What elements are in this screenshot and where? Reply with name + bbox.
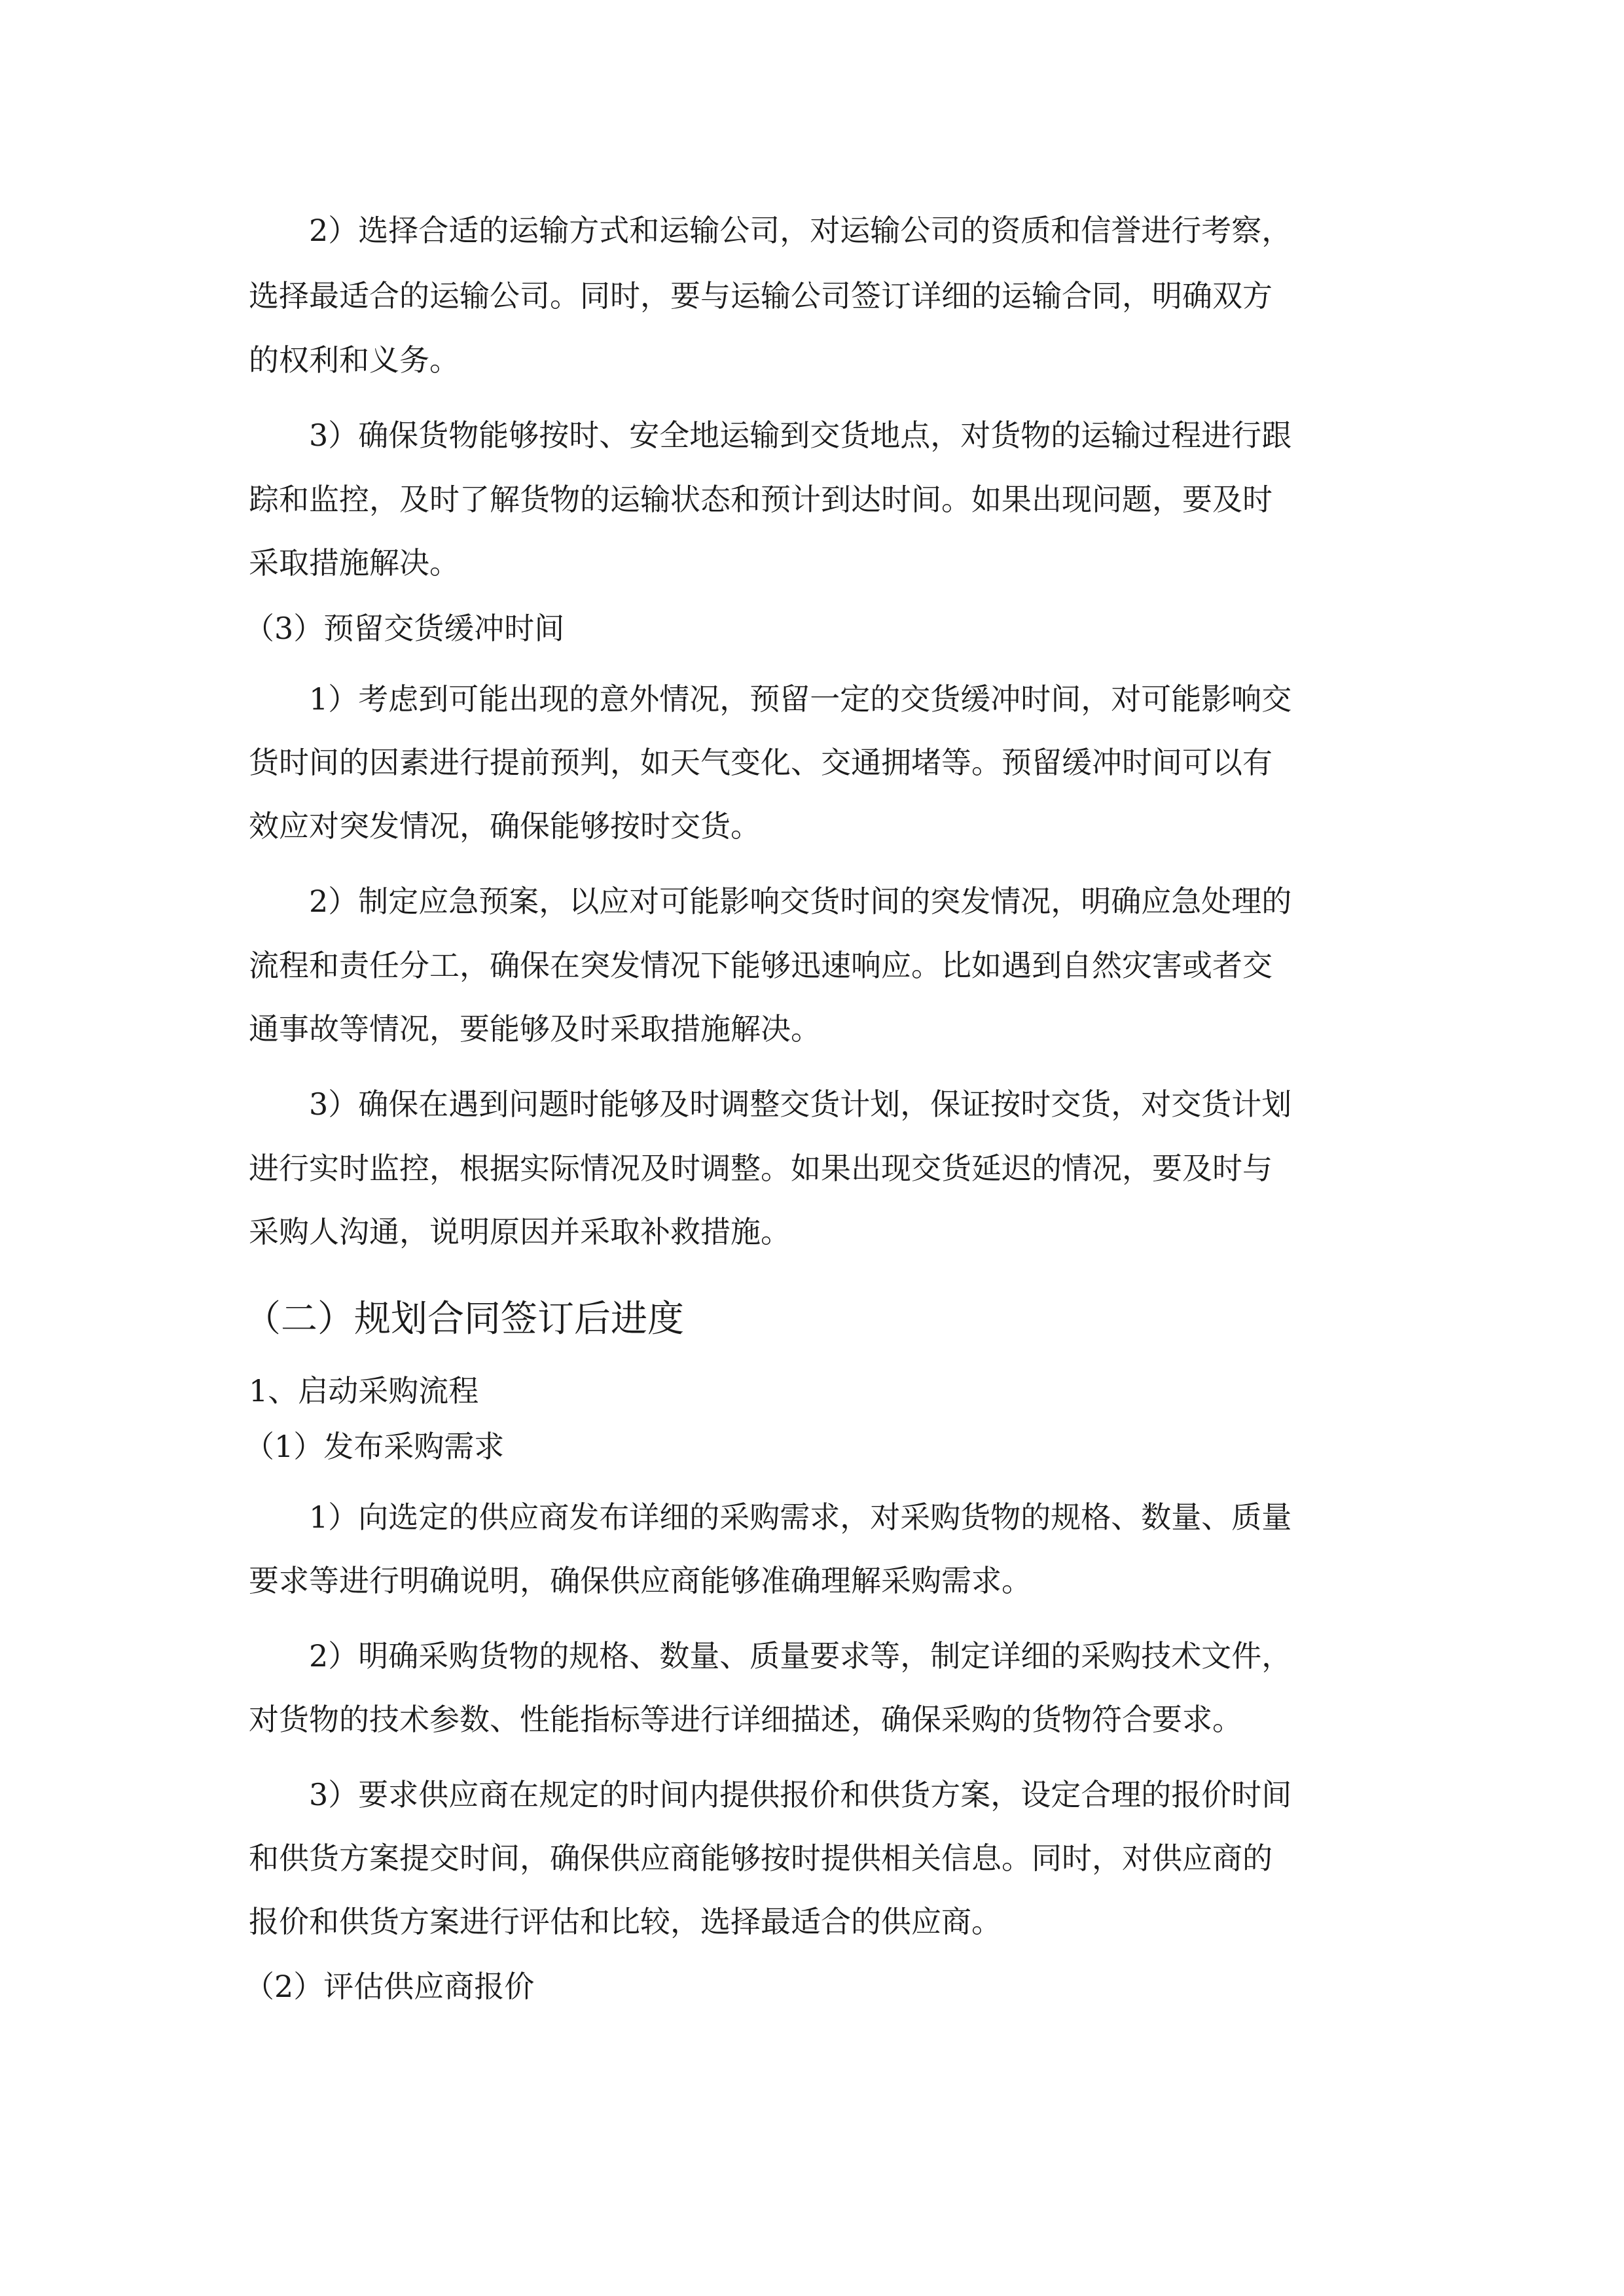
paragraph-line: 货时间的因素进行提前预判，如天气变化、交通拥堵等。预留缓冲时间可以有: [249, 745, 1272, 780]
paragraph-line: 流程和责任分工，确保在突发情况下能够迅速响应。比如遇到自然灾害或者交: [249, 948, 1272, 983]
paragraph-line: 踪和监控，及时了解货物的运输状态和预计到达时间。如果出现问题，要及时: [249, 482, 1272, 517]
paragraph-line: 对货物的技术参数、性能指标等进行详细描述，确保采购的货物符合要求。: [249, 1702, 1242, 1737]
subheading: （2）评估供应商报价: [244, 1969, 535, 2004]
paragraph-line: 2）选择合适的运输方式和运输公司，对运输公司的资质和信誉进行考察，: [249, 213, 1292, 248]
paragraph-line: 3）确保在遇到问题时能够及时调整交货计划，保证按时交货，对交货计划: [249, 1086, 1292, 1122]
paragraph-line: 1）考虑到可能出现的意外情况，预留一定的交货缓冲时间，对可能影响交: [249, 681, 1292, 717]
paragraph-line: 通事故等情况，要能够及时采取措施解决。: [249, 1011, 821, 1047]
paragraph-line: 采购人沟通，说明原因并采取补救措施。: [249, 1214, 791, 1249]
paragraph-line: 效应对突发情况，确保能够按时交货。: [249, 808, 761, 844]
paragraph-line: 2）明确采购货物的规格、数量、质量要求等，制定详细的采购技术文件，: [249, 1638, 1292, 1674]
paragraph-line: 报价和供货方案进行评估和比较，选择最适合的供应商。: [249, 1904, 1001, 1939]
paragraph-line: 3）要求供应商在规定的时间内提供报价和供货方案，设定合理的报价时间: [249, 1777, 1292, 1812]
paragraph-line: 的权利和义务。: [249, 342, 460, 378]
paragraph-line: 要求等进行明确说明，确保供应商能够准确理解采购需求。: [249, 1563, 1032, 1598]
paragraph-line: 1）向选定的供应商发布详细的采购需求，对采购货物的规格、数量、质量: [249, 1499, 1292, 1535]
subheading: （3）预留交货缓冲时间: [244, 611, 565, 646]
subheading: （1）发布采购需求: [244, 1429, 505, 1464]
list-item-heading: 1、启动采购流程: [249, 1373, 479, 1408]
paragraph-line: 2）制定应急预案，以应对可能影响交货时间的突发情况，明确应急处理的: [249, 884, 1292, 919]
paragraph-line: 进行实时监控，根据实际情况及时调整。如果出现交货延迟的情况，要及时与: [249, 1151, 1272, 1186]
paragraph-line: 和供货方案提交时间，确保供应商能够按时提供相关信息。同时，对供应商的: [249, 1840, 1272, 1876]
paragraph-line: 3）确保货物能够按时、安全地运输到交货地点，对货物的运输过程进行跟: [249, 418, 1292, 453]
paragraph-line: 选择最适合的运输公司。同时，要与运输公司签订详细的运输合同，明确双方: [249, 278, 1272, 314]
section-heading: （二）规划合同签订后进度: [244, 1298, 684, 1340]
paragraph-line: 采取措施解决。: [249, 545, 460, 581]
